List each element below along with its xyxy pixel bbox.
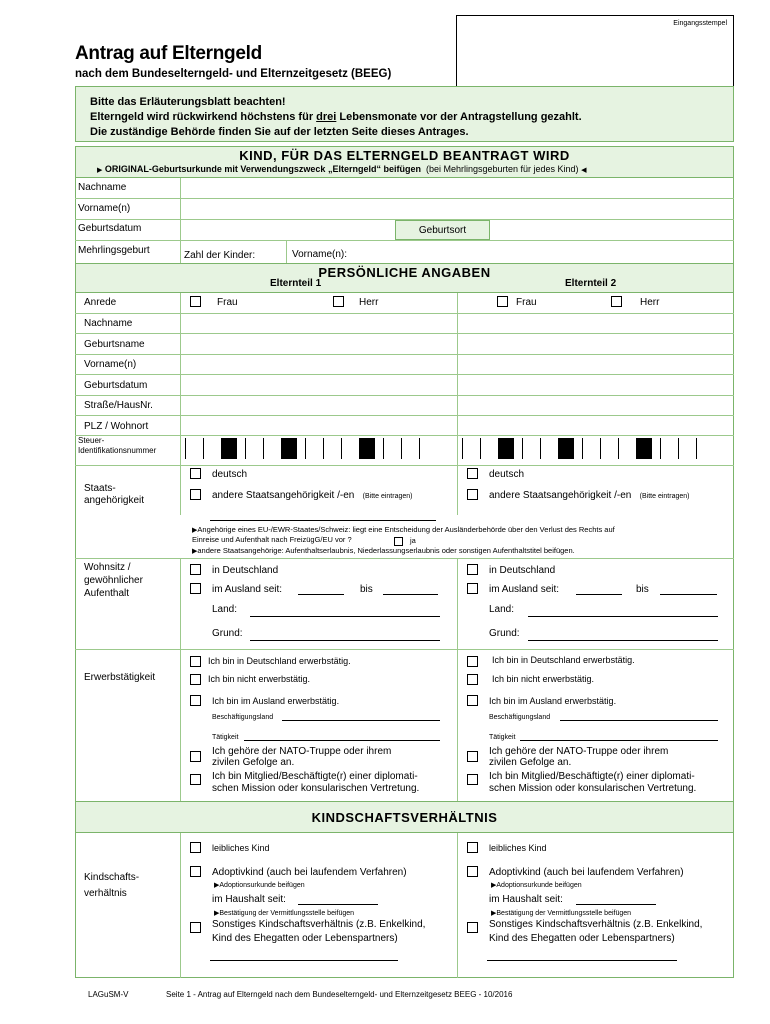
p2-andere-checkbox[interactable] [467,489,478,500]
erwerb-label: Erwerbstätigkeit [84,672,156,683]
p1-erwerb-ausland-checkbox[interactable] [190,695,201,706]
footer-code: LAGuSM-V [88,990,129,999]
p1-steuer-id-field[interactable] [181,436,456,464]
p2-bestaetigung-note: ▶Bestätigung der Vermittlungsstelle beifügen [491,910,632,917]
taxid-digit-divider [582,438,583,459]
taxid-digit-divider [245,438,246,459]
p2-in-deutschland-label: in Deutschland [489,565,556,576]
taxid-digit-divider [618,438,619,459]
p1-herr-checkbox[interactable] [333,296,344,307]
taxid-digit-divider [696,438,697,459]
p1-andere-label: andere Staatsangehörigkeit /-en (Bitte eintragen) [212,490,413,501]
taxid-separator [498,438,514,459]
notice-line-3: Die zuständige Behörde finden Sie auf der letzten Seite dieses Antrages. [90,126,469,138]
taxid-digit-divider [419,438,420,459]
arrow-right-icon: ▶ [192,548,198,555]
elternteil-1-heading: Elternteil 1 [270,278,322,289]
eingangsstempel-box [456,15,734,87]
p1-nicht-erwerb-label: Ich bin nicht erwerbstätig. [208,674,311,684]
eu-ja-label: ja [410,536,416,545]
child-vorname-label: Vorname(n) [78,203,131,214]
p-nachname-label: Nachname [84,318,133,329]
taxid-digit-divider [540,438,541,459]
p2-ausland-checkbox[interactable] [467,583,478,594]
page-title: Antrag auf Elterngeld [75,43,262,64]
p2-sonstiges-checkbox[interactable] [467,922,478,933]
eu-note-1: ▶Angehörige eines EU-/EWR-Staates/Schweiz: liegt eine Entscheidung der Ausländerbehörde über den Verlust des Rechts auf [192,525,615,534]
stamp-label: Eingangsstempel [673,20,727,27]
p1-erwerb-de-label: Ich bin in Deutschland erwerbstätig. [208,656,351,666]
child-vorname-field[interactable] [181,199,733,218]
taxid-digit-divider [203,438,204,459]
p1-frau-checkbox[interactable] [190,296,201,307]
kind-heading: KIND, FÜR DAS ELTERNGELD BEANTRAGT WIRD [239,148,570,163]
p2-adoptiv-checkbox[interactable] [467,866,478,877]
p1-in-deutschland-label: in Deutschland [212,565,279,576]
arrow-left-icon: ◀ [581,167,587,174]
child-nachname-field[interactable] [181,179,733,198]
p2-adoptionsurkunde-note: ▶Adoptionsurkunde beifügen [491,882,582,889]
p2-herr-label: Herr [640,297,660,308]
taxid-digit-divider [480,438,481,459]
p2-haushalt-label: im Haushalt seit: [489,894,563,905]
taxid-digit-divider [263,438,264,459]
eu-note-2: Einreise und Aufenthalt nach FreizügG/EU vor ? [192,535,352,544]
taxid-digit-divider [462,438,463,459]
notice-box [75,86,734,142]
p1-geburtsname-field[interactable] [181,334,456,353]
p2-sonstiges-label-1: Sonstiges Kindschaftsverhältnis (z.B. Enkelkind, [489,919,703,930]
kindschaft-heading: KINDSCHAFTSVERHÄLTNIS [311,810,498,825]
zahl-der-kinder-label: Zahl der Kinder: [184,250,256,261]
p1-herr-label: Herr [359,297,379,308]
taxid-digit-divider [660,438,661,459]
notice-line-2: Elterngeld wird rückwirkend höchstens für drei Lebensmonate vor der Antragstellung gezahlt. [90,111,582,123]
taxid-separator [221,438,237,459]
p2-strasse-field[interactable] [458,396,733,415]
p2-dipl-label-1: Ich bin Mitglied/Beschäftigte(r) einer diplomati- [489,771,695,782]
p1-adoptiv-label: Adoptivkind (auch bei laufendem Verfahren) [212,867,407,878]
page-subtitle: nach dem Bundeselterngeld- und Elternzeitgesetz (BEEG) [75,68,392,80]
staat-label-1: Staats- [84,483,116,494]
child-geburtsdatum-label: Geburtsdatum [78,223,142,234]
p1-andere-checkbox[interactable] [190,489,201,500]
p2-taetigkeit-label: Tätigkeit [489,734,516,741]
footer-text: Seite 1 - Antrag auf Elterngeld nach dem Bundeselterngeld- und Elternzeitgesetz BEEG - 10/2016 [166,990,513,999]
p2-erwerb-ausland-label: Ich bin im Ausland erwerbstätig. [489,696,617,706]
p2-dipl-label-2: schen Mission oder konsularischen Vertretung. [489,783,697,794]
taxid-digit-divider [600,438,601,459]
notice-line-1: Bitte das Erläuterungsblatt beachten! [90,96,286,108]
p-geburtsdatum-label: Geburtsdatum [84,380,148,391]
elternteil-2-heading: Elternteil 2 [565,278,617,289]
wohn-label-2: gewöhnlicher [84,575,143,586]
p1-adoptionsurkunde-note: ▶Adoptionsurkunde beifügen [214,882,305,889]
p1-leiblich-label: leibliches Kind [212,843,270,853]
p1-plz-field[interactable] [181,416,456,435]
p2-frau-checkbox[interactable] [497,296,508,307]
p2-frau-label: Frau [516,297,537,308]
p1-haushalt-label: im Haushalt seit: [212,894,286,905]
p2-leiblich-checkbox[interactable] [467,842,478,853]
taxid-separator [359,438,375,459]
arrow-right-icon: ▶ [97,167,103,174]
taxid-digit-divider [383,438,384,459]
wohn-label-1: Wohnsitz / [84,562,131,573]
p1-dipl-label-2: schen Mission oder konsularischen Vertretung. [212,783,420,794]
p1-nato-label-1: Ich gehöre der NATO-Truppe oder ihrem [212,746,392,757]
p2-bis-label: bis [636,584,649,595]
p1-dipl-checkbox[interactable] [190,774,201,785]
p2-in-deutschland-checkbox[interactable] [467,564,478,575]
taxid-digit-divider [185,438,186,459]
p1-ausland-checkbox[interactable] [190,583,201,594]
p1-sonstiges-label-2: Kind des Ehegatten oder Lebenspartners) [212,933,398,944]
p2-plz-field[interactable] [458,416,733,435]
p1-bestaetigung-note: ▶Bestätigung der Vermittlungsstelle beifügen [214,910,355,917]
p2-nicht-erwerb-checkbox[interactable] [467,674,478,685]
p1-grund-label: Grund: [212,628,243,639]
p1-beschaeft-label: Beschäftigungsland [212,714,274,721]
taxid-separator [636,438,652,459]
p1-adoptiv-checkbox[interactable] [190,866,201,877]
p1-erwerb-de-checkbox[interactable] [190,656,201,667]
taxid-separator [281,438,297,459]
p2-beschaeft-label: Beschäftigungsland [489,714,551,721]
p2-vorname-field[interactable] [458,355,733,374]
p1-deutsch-checkbox[interactable] [190,468,201,479]
p-vorname-label: Vorname(n) [84,359,137,370]
steuer-label-2: Identifikationsnummer [78,446,157,455]
taxid-digit-divider [401,438,402,459]
p1-erwerb-ausland-label: Ich bin im Ausland erwerbstätig. [212,696,340,706]
p1-nicht-erwerb-checkbox[interactable] [190,674,201,685]
child-nachname-label: Nachname [78,182,127,193]
taxid-digit-divider [341,438,342,459]
p-plz-label: PLZ / Wohnort [84,421,149,432]
p2-andere-label: andere Staatsangehörigkeit /-en (Bitte eintragen) [489,490,690,501]
p2-nicht-erwerb-label: Ich bin nicht erwerbstätig. [492,674,595,684]
p2-nato-label-1: Ich gehöre der NATO-Truppe oder ihrem [489,746,669,757]
p-geburtsname-label: Geburtsname [84,339,145,350]
p1-ausland-label: im Ausland seit: [212,584,283,595]
p2-deutsch-label: deutsch [489,469,525,480]
taxid-digit-divider [305,438,306,459]
child-geburtsdatum-field[interactable] [181,220,394,239]
taxid-digit-divider [323,438,324,459]
kind-hint: ▶ ORIGINAL-Geburtsurkunde mit Verwendungszweck „Elterngeld“ beifügen (bei Mehrlingsgeburten für jedes Kind) ◀ [97,164,587,174]
p1-deutsch-label: deutsch [212,469,248,480]
p1-bis-label: bis [360,584,373,595]
p2-erwerb-ausland-checkbox[interactable] [467,695,478,706]
taxid-separator [558,438,574,459]
p2-steuer-id-field[interactable] [458,436,733,464]
p2-land-label: Land: [489,604,515,615]
child-geburtsort-label: Geburtsort [395,220,490,240]
p2-leiblich-label: leibliches Kind [489,843,547,853]
p2-grund-label: Grund: [489,628,520,639]
child-geburtsort-field[interactable] [491,220,733,239]
p1-leiblich-checkbox[interactable] [190,842,201,853]
p2-nato-checkbox[interactable] [467,751,478,762]
p1-taetigkeit-label: Tätigkeit [212,734,239,741]
p2-nato-label-2: zivilen Gefolge an. [489,757,572,768]
wohn-label-3: Aufenthalt [84,588,130,599]
p-strasse-label: Straße/HausNr. [84,400,153,411]
mehrlingsgeburt-label: Mehrlingsgeburt [78,245,150,256]
kindschaft-label-1: Kindschafts- [84,872,140,883]
p1-nachname-field[interactable] [181,314,456,333]
p1-nato-label-2: zivilen Gefolge an. [212,757,295,768]
p1-land-label: Land: [212,604,238,615]
p2-geburtsdatum-field[interactable] [458,375,733,394]
taxid-digit-divider [678,438,679,459]
mehrling-vornamen-field[interactable] [360,241,733,262]
p2-sonstiges-label-2: Kind des Ehegatten oder Lebenspartners) [489,933,675,944]
eu-ja-checkbox[interactable] [394,537,403,546]
p1-sonstiges-label-1: Sonstiges Kindschaftsverhältnis (z.B. Enkelkind, [212,919,426,930]
taxid-digit-divider [522,438,523,459]
p2-geburtsname-field[interactable] [458,334,733,353]
p2-dipl-checkbox[interactable] [467,774,478,785]
p1-sonstiges-checkbox[interactable] [190,922,201,933]
p1-dipl-label-1: Ich bin Mitglied/Beschäftigte(r) einer diplomati- [212,771,418,782]
staat-label-2: angehörigkeit [84,495,145,506]
p2-ausland-label: im Ausland seit: [489,584,560,595]
p1-geburtsdatum-field[interactable] [181,375,456,394]
p2-nachname-field[interactable] [458,314,733,333]
p1-nato-checkbox[interactable] [190,751,201,762]
p2-herr-checkbox[interactable] [611,296,622,307]
p2-deutsch-checkbox[interactable] [467,468,478,479]
p2-adoptiv-label: Adoptivkind (auch bei laufendem Verfahren) [489,867,684,878]
arrow-right-icon: ▶ [192,527,198,534]
p2-erwerb-de-label: Ich bin in Deutschland erwerbstätig. [492,655,635,665]
personal-heading: PERSÖNLICHE ANGABEN [318,265,491,280]
p1-vorname-field[interactable] [181,355,456,374]
kindschaft-label-2: verhältnis [84,888,127,899]
p1-strasse-field[interactable] [181,396,456,415]
p1-in-deutschland-checkbox[interactable] [190,564,201,575]
p2-erwerb-de-checkbox[interactable] [467,656,478,667]
anrede-label: Anrede [84,297,117,308]
p1-frau-label: Frau [217,297,238,308]
steuer-label-1: Steuer- [78,436,105,445]
mehrling-vornamen-label: Vorname(n): [292,249,348,260]
eu-note-3: ▶andere Staatsangehörige: Aufenthaltserlaubnis, Niederlassungserlaubnis oder sonstigen Aufenthaltstitel beifügen. [192,546,575,555]
